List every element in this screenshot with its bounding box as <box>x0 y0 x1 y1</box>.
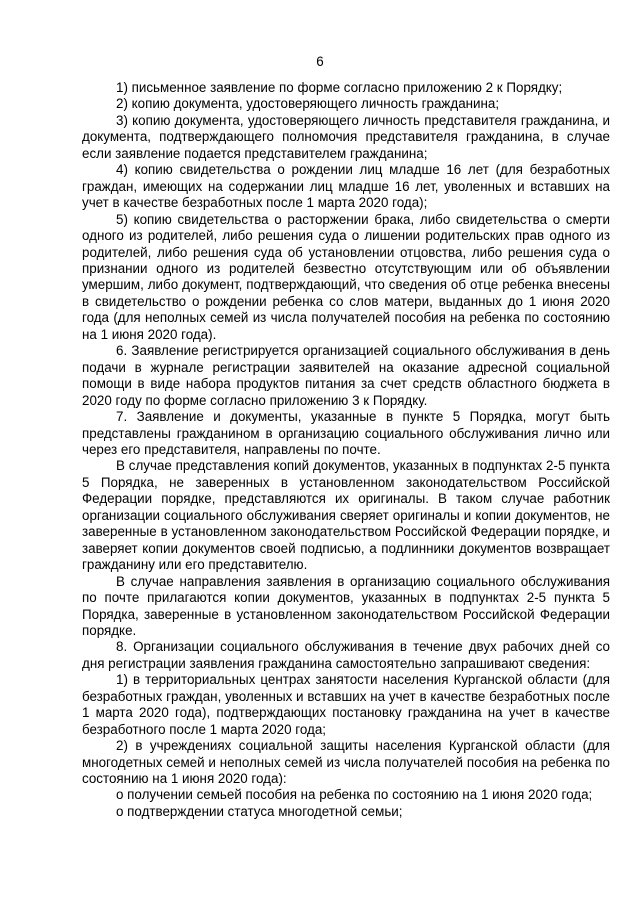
paragraph-request-2: 2) в учреждениях социальной защиты населения Курганской области (для многодетных семей и неполных семей из числа получателей пособия на ребенка по состоянию на 1 июня 2020 года): <box>82 738 610 787</box>
paragraph-doc-4: 4) копию свидетельства о рождении лиц младше 16 лет (для безработных граждан, имеющих на содержании лиц младше 16 лет, уволенных и вставших на учет в качестве безработных после 1 марта 2020 года); <box>82 162 610 211</box>
paragraph-request-1: 1) в территориальных центрах занятости населения Курганской области (для безработных граждан, уволенных и вставших на учет в качестве безработных после 1 марта 2020 года), подтверждающих постановку гражданина на учет в качестве безработного после 1 марта 2020 года; <box>82 672 610 737</box>
paragraph-copies-presentation: В случае представления копий документов, указанных в подпунктах 2-5 пункта 5 Порядка, не заверенных в установленном законодательством Российской Федерации порядке, представляются их оригиналы. В таком случае работник организации социального обслуживания сверяет оригиналы и копии документов, не заверенные в установленном законодательством Российской Федерации порядке, и заверяет копии документов своей подписью, а подлинники документов возвращает гражданину или его представителю. <box>82 458 610 573</box>
paragraph-item-6: 6. Заявление регистрируется организацией социального обслуживания в день подачи в журнале регистрации заявителей на оказание адресной социальной помощи в виде набора продуктов питания за счет средств областного бюджета в 2020 году по форме согласно приложению 3 к Порядку. <box>82 343 610 408</box>
paragraph-mail-submission: В случае направления заявления в организацию социального обслуживания по почте прилагаются копии документов, указанных в подпунктах 2-5 пункта 5 Порядка, заверенные в установленном законодательством Российской Федерации порядке. <box>82 573 610 638</box>
document-body <box>82 80 610 820</box>
paragraph-doc-1: 1) письменное заявление по форме согласно приложению 2 к Порядку; <box>116 80 563 95</box>
page-number: 6 <box>316 54 324 69</box>
paragraph-item-8: 8. Организации социального обслуживания в течение двух рабочих дней со дня регистрации заявления гражданина самостоятельно запрашивают сведения: <box>82 639 610 671</box>
paragraph-doc-3: 3) копию документа, удостоверяющего личность представителя гражданина, и документа, подтверждающего полномочия представителя гражданина, в случае если заявление подается представителем гражданина; <box>82 112 610 161</box>
paragraph-large-family-status: о подтверждении статуса многодетной семьи; <box>116 803 403 819</box>
paragraph-doc-2: 2) копию документа, удостоверяющего личность гражданина; <box>116 96 500 112</box>
paragraph-item-7: 7. Заявление и документы, указанные в пункте 5 Порядка, могут быть представлены гражданином в организацию социального обслуживания лично или через его представителя, направлены по почте. <box>82 409 610 457</box>
paragraph-benefit-info: о получении семьей пособия на ребенка по состоянию на 1 июня 2020 года; <box>116 787 593 803</box>
paragraph-doc-5: 5) копию свидетельства о расторжении брака, либо свидетельства о смерти одного из родителей, либо решения суда о лишении родительских прав одного из родителей, либо решения суда об установлении отцовства, либо решения суда о признании одного из родителей безвестно отсутствующим или об объявлении умершим, либо документ, подтверждающий, что сведения об отце ребенка внесены в свидетельство о рождении ребенка со слов матери, выданных до 1 июня 2020 года (для неполных семей из числа получателей пособия на ребенка по состоянию на 1 июня 2020 года). <box>82 211 610 342</box>
